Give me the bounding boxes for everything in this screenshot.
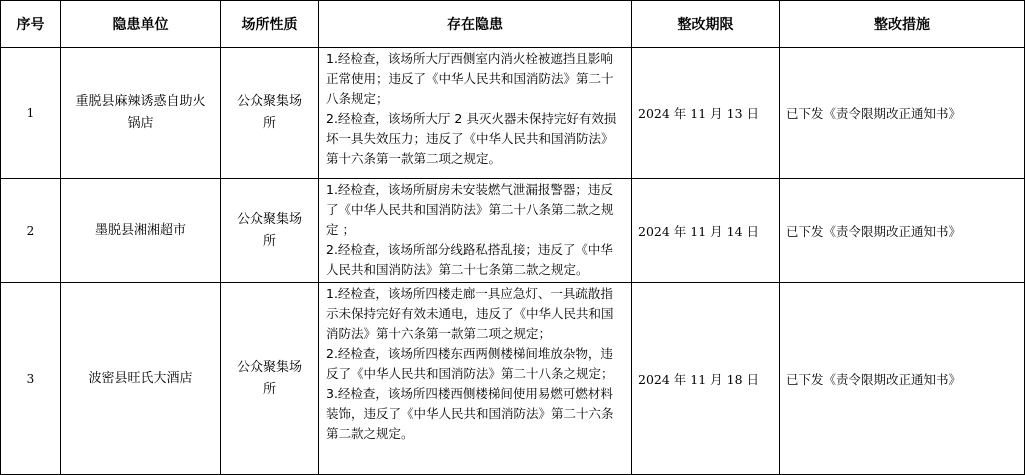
deadline-cell: 2024 年 11 月 13 日 [632,48,780,179]
deadline-cell: 2024 年 11 月 18 日 [632,283,780,475]
unit-cell: 波密县旺氏大酒店 [61,283,221,475]
hazard-item: 1.经检查，该场所四楼走廊一具应急灯、一具疏散指示未保持完好有效未通电，违反了《中华人民共和国消防法》第十六条第一款第二项之规定； [326,286,614,341]
hazard-cell [319,283,632,475]
seq-cell: 2 [1,179,61,283]
table-row [1,283,1025,475]
header-unit: 隐患单位 [61,1,221,48]
header-measure: 整改措施 [780,1,1025,48]
header-row [1,1,1025,48]
header-hazard: 存在隐患 [319,1,632,48]
deadline-cell: 2024 年 11 月 14 日 [632,179,780,283]
table-row [1,179,1025,283]
header-deadline: 整改期限 [632,1,780,48]
header-seq: 序号 [1,1,61,48]
hazard-cell [319,179,632,283]
nature-cell: 公众聚集场所 [221,179,319,283]
hazard-item: 2.经检查，该场所大厅 2 具灭火器未保持完好有效损坏一具失效压力；违反了《中华人民共和国消防法》第十六条第一款第二项之规定。 [326,111,617,166]
hazard-item: 1.经检查，该场所大厅西侧室内消火栓被遮挡且影响正常使用；违反了《中华人民共和国消防法》第二十八条规定； [326,51,614,106]
unit-cell: 重脱县麻辣诱惑自助火锅店 [61,48,221,179]
seq-cell: 3 [1,283,61,475]
hazard-cell [319,48,632,179]
nature-cell: 公众聚集场所 [221,283,319,475]
hazard-item: 2.经检查，该场所四楼东西两侧楼梯间堆放杂物，违反了《中华人民共和国消防法》第二十八条之规定； [326,346,614,381]
unit-cell: 墨脱县湘湘超市 [61,179,221,283]
hazard-item: 1.经检查，该场所厨房未安装燃气泄漏报警器；违反了《中华人民共和国消防法》第二十八条第二款之规定 ； [326,182,614,237]
hazard-item: 3.经检查，该场所四楼西侧楼梯间使用易燃可燃材料装饰，违反了《中华人民共和国消防法》第二十六条第二款之规定。 [326,386,614,441]
hazard-item: 2.经检查，该场所部分线路私搭乱接；违反了《中华人民共和国消防法》第二十七条第二款之规定。 [326,242,613,277]
seq-cell: 1 [1,48,61,179]
nature-cell: 公众聚集场所 [221,48,319,179]
table-row [1,48,1025,179]
measure-cell: 已下发《责令限期改正通知书》 [780,179,1025,283]
header-nature: 场所性质 [221,1,319,48]
measure-cell: 已下发《责令限期改正通知书》 [780,48,1025,179]
measure-cell: 已下发《责令限期改正通知书》 [780,283,1025,475]
